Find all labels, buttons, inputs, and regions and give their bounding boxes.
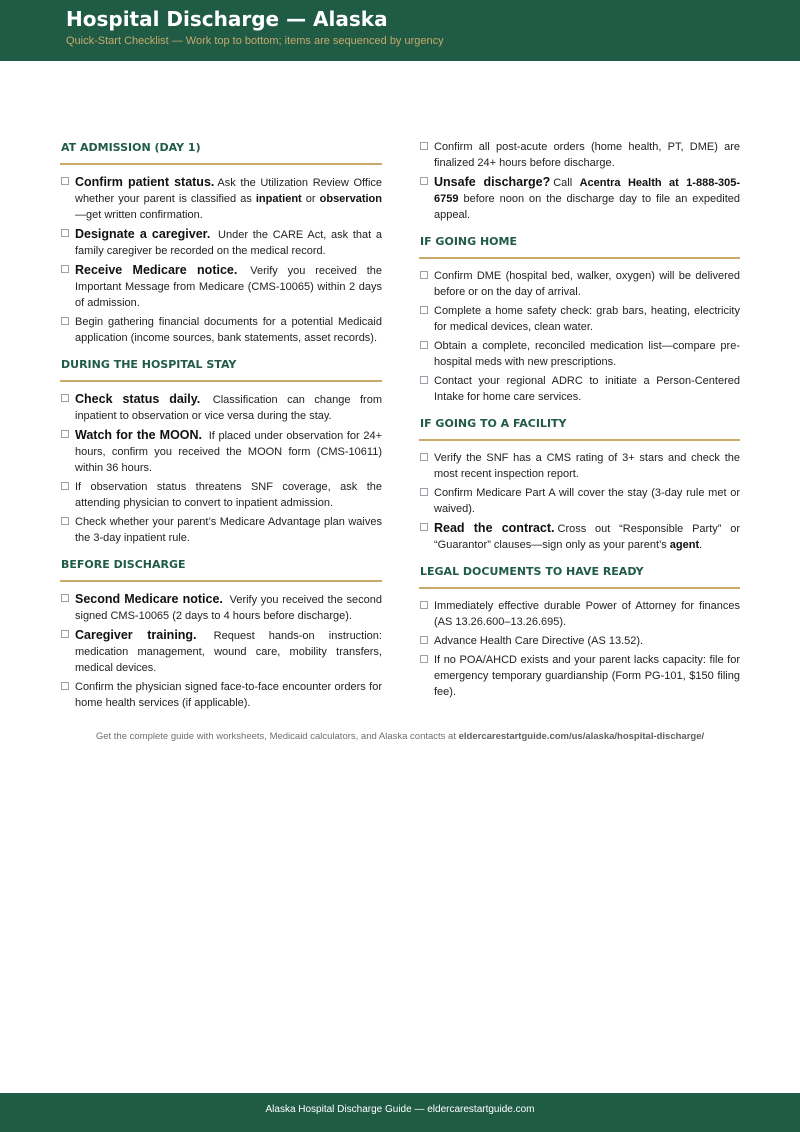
section-title: BEFORE DISCHARGE	[60, 556, 382, 582]
checkbox-icon[interactable]	[420, 142, 428, 150]
checklist-item: Complete a home safety check: grab bars, heating, electricity for medical devices, clean water.	[419, 303, 740, 335]
checkbox-icon[interactable]	[61, 317, 69, 325]
checkbox-icon[interactable]	[61, 265, 69, 273]
checkbox-icon[interactable]	[61, 177, 69, 185]
checklist-item: Advance Health Care Directive (AS 13.52).	[419, 633, 740, 649]
page-subtitle: Quick-Start Checklist — Work top to bottom; items are sequenced by urgency	[66, 35, 444, 47]
section-hospital-stay	[60, 356, 382, 546]
section-title: AT ADMISSION (DAY 1)	[60, 139, 382, 165]
section-before-discharge-continued	[419, 139, 740, 223]
checklist-item: Confirm all post-acute orders (home health, PT, DME) are finalized 24+ hours before discharge.	[419, 139, 740, 171]
checkbox-icon[interactable]	[420, 177, 428, 185]
checklist-item: Check whether your parent’s Medicare Advantage plan waives the 3-day inpatient rule.	[60, 514, 382, 546]
section-admission	[60, 139, 382, 346]
checkbox-icon[interactable]	[61, 630, 69, 638]
checklist-item: Immediately effective durable Power of Attorney for finances (AS 13.26.600–13.26.695).	[419, 598, 740, 630]
checklist-item: Confirm the physician signed face-to-face encounter orders for home health services (if applicable).	[60, 679, 382, 711]
checkbox-icon[interactable]	[61, 229, 69, 237]
checkbox-icon[interactable]	[420, 376, 428, 384]
checklist-item: Read the contract. Cross out “Responsible Party” or “Guarantor” clauses—sign only as your parent’s agent.	[419, 520, 740, 553]
section-title: IF GOING HOME	[419, 233, 740, 259]
section-title: DURING THE HOSPITAL STAY	[60, 356, 382, 382]
checkbox-icon[interactable]	[61, 394, 69, 402]
checkbox-icon[interactable]	[420, 523, 428, 531]
checklist-item: Watch for the MOON. If placed under observation for 24+ hours, confirm you received the MOON form (CMS-10611) within 36 hours.	[60, 427, 382, 476]
checklist-item: Check status daily. Classification can change from inpatient to observation or vice versa during the stay.	[60, 391, 382, 424]
section-going-to-facility	[419, 415, 740, 553]
checklist-item: Obtain a complete, reconciled medication list—compare pre-hospital meds with new prescriptions.	[419, 338, 740, 370]
checkbox-icon[interactable]	[420, 453, 428, 461]
checklist-item: Caregiver training. Request hands-on instruction: medication management, wound care, mobility transfers, medical devices.	[60, 627, 382, 676]
checkbox-icon[interactable]	[61, 517, 69, 525]
checkbox-icon[interactable]	[420, 636, 428, 644]
left-column	[60, 139, 382, 721]
checkbox-icon[interactable]	[420, 271, 428, 279]
guide-link[interactable]: eldercarestartguide.com/us/alaska/hospital-discharge/	[458, 731, 705, 742]
page-header	[0, 0, 800, 61]
checkbox-icon[interactable]	[420, 601, 428, 609]
section-legal-documents	[419, 563, 740, 700]
checkbox-icon[interactable]	[61, 430, 69, 438]
right-column	[419, 139, 740, 710]
checkbox-icon[interactable]	[61, 682, 69, 690]
checklist-item: Confirm DME (hospital bed, walker, oxygen) will be delivered before or on the day of arrival.	[419, 268, 740, 300]
checkbox-icon[interactable]	[420, 488, 428, 496]
checklist-item: Unsafe discharge? Call Acentra Health at 1-888-305-6759 before noon on the discharge day to file an expedited appeal.	[419, 174, 740, 223]
checklist-item: Second Medicare notice. Verify you received the second signed CMS-10065 (2 days to 4 hours before discharge).	[60, 591, 382, 624]
footer-text: Alaska Hospital Discharge Guide — eldercarestartguide.com	[265, 1104, 535, 1115]
checklist-item: Confirm patient status. Ask the Utilization Review Office whether your parent is classified as inpatient or observation—get written confirmation.	[60, 174, 382, 223]
checkbox-icon[interactable]	[420, 306, 428, 314]
checkbox-icon[interactable]	[61, 594, 69, 602]
checklist-item: Verify the SNF has a CMS rating of 3+ stars and check the most recent inspection report.	[419, 450, 740, 482]
page-title: Hospital Discharge — Alaska	[66, 7, 388, 31]
checklist-item: Receive Medicare notice. Verify you received the Important Message from Medicare (CMS-10065) within 2 days of admission.	[60, 262, 382, 311]
checkbox-icon[interactable]	[420, 341, 428, 349]
section-before-discharge	[60, 556, 382, 711]
checkbox-icon[interactable]	[420, 655, 428, 663]
checklist-item: Designate a caregiver. Under the CARE Act, ask that a family caregiver be recorded on the medical record.	[60, 226, 382, 259]
section-title: IF GOING TO A FACILITY	[419, 415, 740, 441]
checkbox-icon[interactable]	[61, 482, 69, 490]
checklist-item: Begin gathering financial documents for a potential Medicaid application (income sources, bank statements, asset records).	[60, 314, 382, 346]
checklist-item: If observation status threatens SNF coverage, ask the attending physician to convert to inpatient admission.	[60, 479, 382, 511]
checklist-item: If no POA/AHCD exists and your parent lacks capacity: file for emergency temporary guardianship (Form PG-101, $150 filing fee).	[419, 652, 740, 700]
checklist-item: Contact your regional ADRC to initiate a Person-Centered Intake for home care services.	[419, 373, 740, 405]
checklist-item: Confirm Medicare Part A will cover the stay (3-day rule met or waived).	[419, 485, 740, 517]
page-footer	[0, 1093, 800, 1132]
section-going-home	[419, 233, 740, 405]
section-title: LEGAL DOCUMENTS TO HAVE READY	[419, 563, 740, 589]
guide-link-note: Get the complete guide with worksheets, Medicaid calculators, and Alaska contacts at eldercarestartguide.com/us/alaska/hospital-discharge/	[95, 731, 705, 742]
